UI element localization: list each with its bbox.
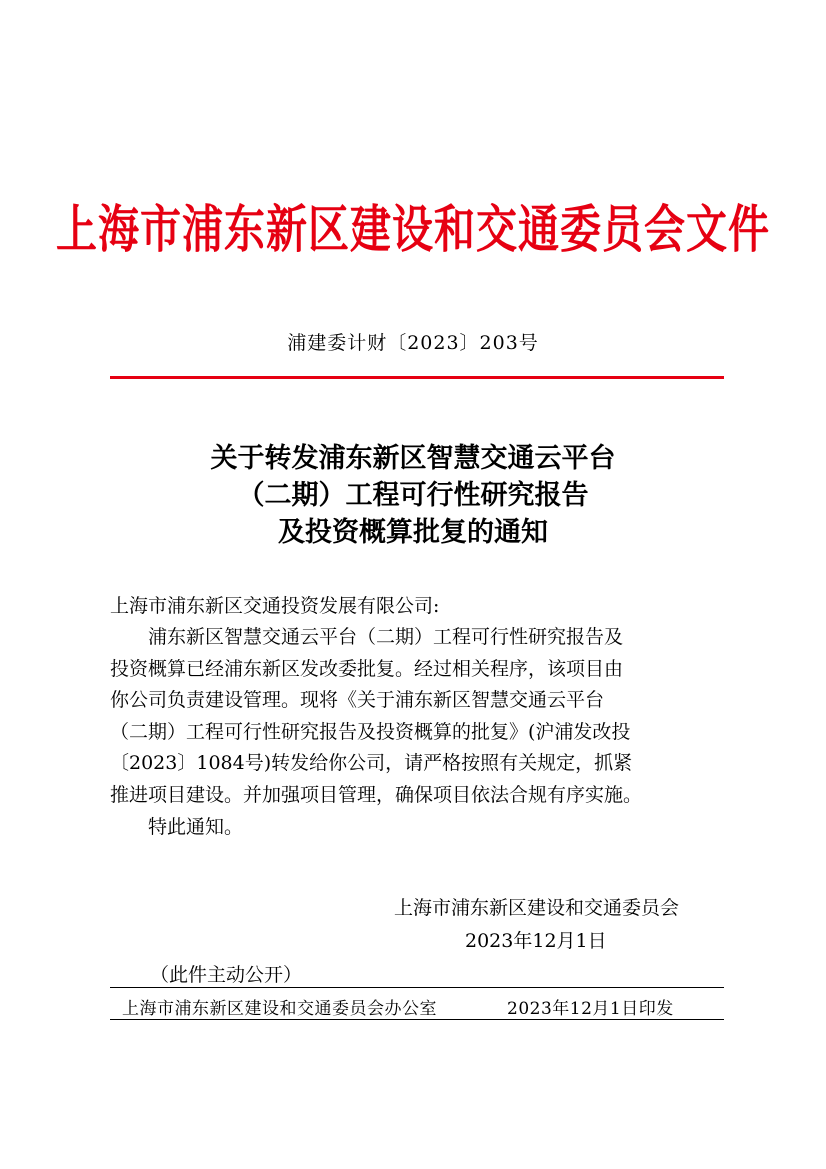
footer-print-date: 2023年12月1日印发 xyxy=(507,999,674,1019)
body-line: 特此通知。 xyxy=(110,815,244,838)
signing-organization: 上海市浦东新区建设和交通委员会 xyxy=(394,897,680,919)
signing-date: 2023年12月1日 xyxy=(465,930,607,952)
body-line: 浦东新区智慧交通云平台（二期）工程可行性研究报告及 xyxy=(110,626,624,648)
title-line-1: 关于转发浦东新区智慧交通云平台 xyxy=(210,443,616,474)
document-number: 浦建委计财〔2023〕203号 xyxy=(287,332,539,354)
issuer-header: 上海市浦东新区建设和交通委员会文件 xyxy=(56,199,770,260)
addressee: 上海市浦东新区交通投资发展有限公司: xyxy=(110,595,440,617)
title-line-2: （二期）工程可行性研究报告 xyxy=(237,480,589,511)
disclosure-note: （此件主动公开） xyxy=(150,964,303,986)
footer-bottom-rule xyxy=(110,1019,724,1020)
body-text xyxy=(110,622,726,843)
document-title xyxy=(0,440,826,551)
title-line-3: 及投资概算批复的通知 xyxy=(278,517,548,548)
body-line: 你公司负责建设管理。现将《关于浦东新区智慧交通云平台 xyxy=(110,689,605,712)
body-line: （二期）工程可行性研究报告及投资概算的批复》(沪浦发改投 xyxy=(110,720,631,743)
footer-top-rule xyxy=(110,987,724,988)
body-line: 〔2023〕1084号)转发给你公司，请严格按照有关规定，抓紧 xyxy=(110,752,633,775)
red-divider xyxy=(110,376,724,379)
footer-office: 上海市浦东新区建设和交通委员会办公室 xyxy=(122,999,437,1019)
body-line: 推进项目建设。并加强项目管理，确保项目依法合规有序实施。 xyxy=(110,783,643,806)
body-line: 投资概算已经浦东新区发改委批复。经过相关程序，该项目由 xyxy=(110,657,624,680)
